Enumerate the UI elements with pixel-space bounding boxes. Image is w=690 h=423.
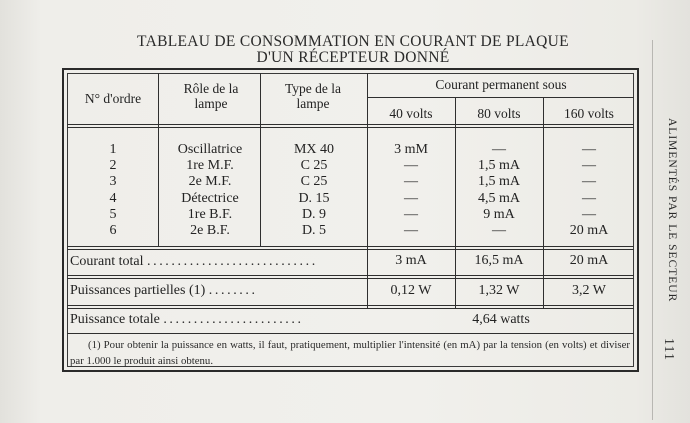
leader-dots: ............................ <box>147 254 318 269</box>
col-divider-1 <box>158 73 159 247</box>
header-role: Rôle de la lampe <box>183 81 239 111</box>
cell-v40: — <box>404 206 418 222</box>
total-current-rule <box>67 275 634 279</box>
cell-role: Détectrice <box>181 190 239 206</box>
cell-v160: — <box>582 206 596 222</box>
cell-v160: 20 mA <box>569 223 609 238</box>
cell-type: C 25 <box>300 174 328 190</box>
cell-v80: 9 mA <box>483 206 515 222</box>
cell-type: D. 9 <box>301 206 327 222</box>
cell-n: 3 <box>109 174 117 190</box>
cell-v40: — <box>404 174 418 190</box>
partielles-160v: 3,2 W <box>572 283 606 298</box>
cell-n: 5 <box>109 206 117 222</box>
header-courant: Courant permanent sous <box>435 77 567 92</box>
cell-v80: 1,5 mA <box>478 158 520 174</box>
table-title-line2: D'UN RÉCEPTEUR DONNÉ <box>256 49 450 66</box>
cell-v80: 4,5 mA <box>478 190 520 206</box>
courant-total-label: Courant total <box>70 254 144 269</box>
cell-v40: — <box>404 158 418 174</box>
cell-v40: — <box>404 190 418 206</box>
cell-role: Oscillatrice <box>177 142 243 157</box>
page-number: 111 <box>661 338 676 361</box>
cell-role: 2e M.F. <box>188 174 232 190</box>
puissances-partielles-label: Puissances partielles (1) <box>70 283 206 298</box>
footnote <box>70 337 630 369</box>
cell-v160: — <box>582 158 596 174</box>
cell-v80: 1,5 mA <box>478 174 520 190</box>
cell-n: 4 <box>109 190 117 206</box>
puissance-totale-row <box>70 312 304 328</box>
courant-total-row <box>70 254 318 270</box>
cell-v40: — <box>404 223 418 238</box>
cell-n: 1 <box>109 142 117 157</box>
cell-type: D. 5 <box>301 223 327 238</box>
header-80v: 80 volts <box>477 106 521 121</box>
puissance-totale-value: 4,64 watts <box>472 312 530 327</box>
cell-v160: — <box>582 174 596 190</box>
header-160v: 160 volts <box>564 106 614 121</box>
puissances-partielles-row <box>70 283 258 299</box>
cell-type: C 25 <box>300 158 328 174</box>
page-gutter-line <box>652 40 653 420</box>
cell-v40: 3 mM <box>394 142 428 157</box>
header-type: Type de la lampe <box>284 81 342 111</box>
cell-v160: — <box>582 142 596 157</box>
leader-dots: ....................... <box>163 312 304 327</box>
subheader-line <box>367 97 634 98</box>
cell-v160: — <box>582 190 596 206</box>
cell-type: D. 15 <box>298 190 330 206</box>
partial-power-rule <box>67 305 634 309</box>
cell-n: 6 <box>109 223 117 238</box>
puissance-totale-label: Puissance totale <box>70 312 160 327</box>
courant-total-80v: 16,5 mA <box>474 253 524 268</box>
cell-v80: — <box>492 142 506 157</box>
header-bottom-rule <box>67 124 634 128</box>
body-bottom-rule <box>67 246 634 250</box>
cell-n: 2 <box>109 158 117 174</box>
header-ordre: N° d'ordre <box>84 91 142 106</box>
header-40v: 40 volts <box>389 106 433 121</box>
cell-role: 1re B.F. <box>187 206 233 222</box>
cell-type: MX 40 <box>293 142 335 157</box>
footnote-text: (1) Pour obtenir la puissance en watts, il faut, pratiquement, multiplier l'intensité (en mA) par la tension (en volts) et diviser par 1.000 le produit ainsi obtenu. <box>70 339 630 367</box>
partielles-80v: 1,32 W <box>478 283 520 298</box>
courant-total-160v: 20 mA <box>569 253 609 268</box>
cell-v80: — <box>492 223 506 238</box>
leader-dots: ........ <box>208 283 258 298</box>
total-power-rule <box>67 333 634 334</box>
running-header-side: ALIMENTÉS PAR LE SECTEUR <box>666 118 678 303</box>
cell-role: 1re M.F. <box>186 158 234 174</box>
col-divider-2 <box>260 73 261 247</box>
courant-total-40v: 3 mA <box>395 253 427 268</box>
table-title-line1: TABLEAU DE CONSOMMATION EN COURANT DE PLAQUE <box>137 33 569 50</box>
partielles-40v: 0,12 W <box>390 283 432 298</box>
cell-role: 2e B.F. <box>190 223 230 238</box>
